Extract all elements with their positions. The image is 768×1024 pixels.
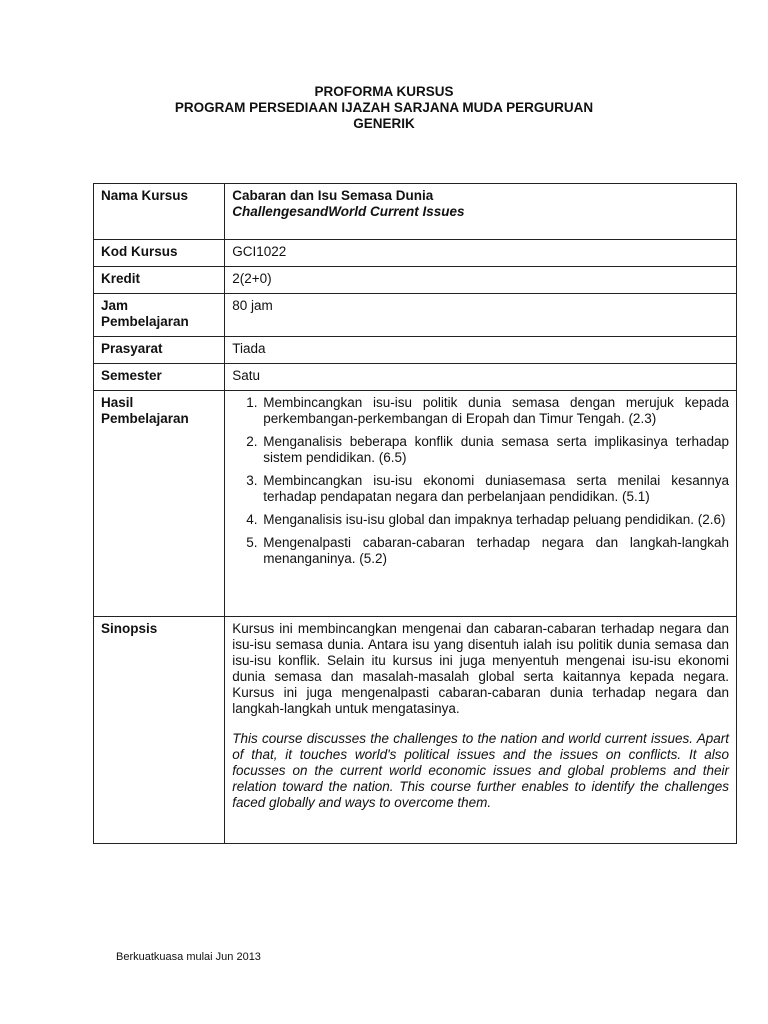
list-item: 4. Menganalisis isu-isu global dan impaknya terhadap peluang pendidikan. (2.6) <box>261 512 729 528</box>
row-hours <box>94 294 737 337</box>
label-credit: Kredit <box>94 267 225 294</box>
outcomes-list <box>232 395 729 567</box>
header-title: PROFORMA KURSUS <box>314 84 454 99</box>
row-synopsis <box>94 617 737 844</box>
label-synopsis: Sinopsis <box>94 617 225 844</box>
row-prerequisite <box>94 337 737 364</box>
label-semester: Semester <box>94 364 225 391</box>
label-hours <box>94 294 225 337</box>
label-outcomes-line1: Hasil <box>101 395 134 410</box>
row-course-code <box>94 240 737 267</box>
course-proforma-table <box>93 183 737 844</box>
synopsis-malay: Kursus ini membincangkan mengenai dan cabaran-cabaran terhadap negara dan isu-isu semasa dunia. Antara isu yang disentuh ialah isu politik dunia semasa dan isu-isu konflik. Selain itu kursus ini juga menyentuh mengenai isu-isu ekonomi dunia semasa dan masalah-masalah global serta kaitannya kepada negara. Kursus ini juga mengenalpasti cabaran-cabaran dunia terhadap negara dan langkah-langkah untuk mengatasinya. <box>232 621 729 716</box>
list-item: 5. Mengenalpasti cabaran-cabaran terhadap negara dan langkah-langkah menanganinya. (5.2) <box>261 535 729 567</box>
label-course-name: Nama Kursus <box>94 184 225 240</box>
label-prerequisite: Prasyarat <box>94 337 225 364</box>
label-outcomes-line2: Pembelajaran <box>101 411 189 426</box>
value-prerequisite: Tiada <box>225 337 737 364</box>
header-program: PROGRAM PERSEDIAAN IJAZAH SARJANA MUDA PERGURUAN <box>174 100 594 115</box>
effective-date-footer: Berkuatkuasa mulai Jun 2013 <box>116 951 261 963</box>
value-hours: 80 jam <box>225 294 737 337</box>
header-generic: GENERIK <box>353 116 415 131</box>
value-semester: Satu <box>225 364 737 391</box>
synopsis-english: This course discusses the challenges to the nation and world current issues. Apart of that, it touches world's political issues and the issues on conflicts. It also focusses on the current world economic issues and global problems and their relation toward the nation. This course further enables to identify the challenges faced globally and ways to overcome them. <box>232 731 729 810</box>
row-semester <box>94 364 737 391</box>
list-item: 3. Membincangkan isu-isu ekonomi duniasemasa serta menilai kesannya terhadap pendapatan negara dan perbelanjaan pendidikan. (5.1) <box>261 473 729 505</box>
row-learning-outcomes <box>94 391 737 617</box>
list-item: 1. Membincangkan isu-isu politik dunia semasa dengan merujuk kepada perkembangan-perkembangan di Eropah dan Timur Tengah. (2.3) <box>261 395 729 427</box>
label-hours-line1: Jam <box>101 298 129 313</box>
value-course-code: GCI1022 <box>225 240 737 267</box>
list-item: 2. Menganalisis beberapa konflik dunia semasa serta implikasinya terhadap sistem pendidikan. (6.5) <box>261 434 729 466</box>
course-name-ms: Cabaran dan Isu Semasa Dunia <box>232 188 434 203</box>
row-credit <box>94 267 737 294</box>
document-header <box>0 84 768 132</box>
label-hours-line2: Pembelajaran <box>101 314 189 329</box>
label-course-code: Kod Kursus <box>94 240 225 267</box>
label-learning-outcomes <box>94 391 225 617</box>
row-course-name <box>94 184 737 240</box>
value-learning-outcomes <box>225 391 737 617</box>
value-synopsis <box>225 617 737 844</box>
value-course-name <box>225 184 737 240</box>
course-name-en: ChallengesandWorld Current Issues <box>232 204 465 219</box>
value-credit: 2(2+0) <box>225 267 737 294</box>
